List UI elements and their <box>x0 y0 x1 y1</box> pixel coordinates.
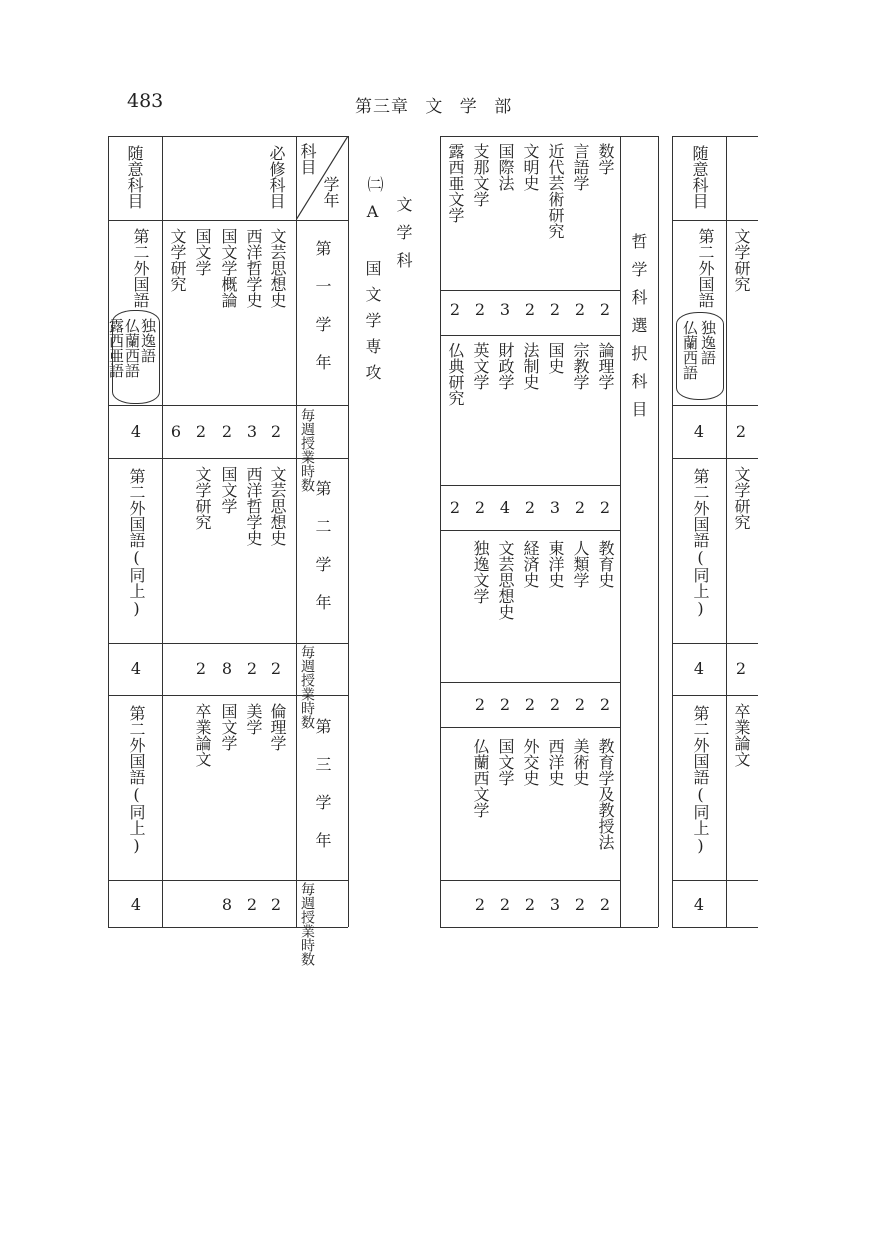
y1-hours: 6 <box>170 422 182 441</box>
phil-col4-subject: 国文学 <box>496 738 515 786</box>
phil-col1-subject: 数学 <box>596 143 615 175</box>
phil-col4-hours: 2 <box>574 895 586 914</box>
phil-col2-subject: 国史 <box>546 342 565 374</box>
y1-hours: 2 <box>195 422 207 441</box>
phil-col1-subject: 支那文学 <box>471 143 490 207</box>
right-main-subject: 文学研究 <box>732 228 751 292</box>
y2-hours: 2 <box>270 659 282 678</box>
y2-subject: 国文学 <box>219 466 238 514</box>
y3-hours: 8 <box>221 895 233 914</box>
right-elective-y1-option: 独逸語 <box>699 320 717 365</box>
phil-col3-subject: 教育史 <box>596 540 615 588</box>
phil-col2-subject: 法制史 <box>521 342 540 390</box>
phil-col3-subject: 経済史 <box>521 540 540 588</box>
phil-col1-subject: 国際法 <box>496 143 515 191</box>
phil-col2-hours: 3 <box>549 498 561 517</box>
y1-hours: 3 <box>246 422 258 441</box>
phil-col4-subject: 外交史 <box>521 738 540 786</box>
phil-col1-hours: 2 <box>524 300 536 319</box>
y1-subject: 国文学概論 <box>219 228 238 308</box>
phil-col4-subject: 仏蘭西文学 <box>471 738 490 818</box>
y1-subject: 国文学 <box>193 228 212 276</box>
section-title: 文学科 <box>394 196 413 280</box>
right-elective-y1-option: 仏蘭西語 <box>681 320 699 380</box>
phil-col3-hours: 2 <box>549 695 561 714</box>
phil-col2-hours: 2 <box>449 498 461 517</box>
phil-col1-subject: 文明史 <box>521 143 540 191</box>
header-subject-label: 科目 <box>298 143 317 175</box>
y1-subject: 西洋哲学史 <box>244 228 263 308</box>
elective-y1-option: 仏蘭西語 <box>123 318 141 378</box>
phil-col2-hours: 4 <box>499 498 511 517</box>
phil-col2-subject: 財政学 <box>496 342 515 390</box>
y2-subject: 文芸思想史 <box>268 466 287 546</box>
y2-subject: 西洋哲学史 <box>244 466 263 546</box>
phil-col1-hours: 3 <box>499 300 511 319</box>
y1-hours: 2 <box>221 422 233 441</box>
phil-col4-hours: 2 <box>499 895 511 914</box>
y3-subject: 美学 <box>244 703 263 735</box>
right-elective-y1-hours: 4 <box>693 422 705 441</box>
elective-y3-hours: 4 <box>130 895 142 914</box>
phil-col1-hours: 2 <box>549 300 561 319</box>
elective-y1-main: 第二外国語 <box>131 228 150 308</box>
right-main-subject: 文学研究 <box>732 466 751 530</box>
phil-col3-subject: 東洋史 <box>546 540 565 588</box>
phil-col4-subject: 西洋史 <box>546 738 565 786</box>
phil-col1-subject: 言語学 <box>571 143 590 191</box>
right-elective-y3-hours: 4 <box>693 895 705 914</box>
phil-col3-hours: 2 <box>574 695 586 714</box>
chapter-header: 第三章 文 学 部 <box>355 97 513 117</box>
phil-col1-subject: 近代芸術研究 <box>546 143 565 239</box>
y3-subject: 卒業論文 <box>193 703 212 767</box>
y1-subject: 文芸思想史 <box>268 228 287 308</box>
phil-col1-hours: 2 <box>449 300 461 319</box>
phil-col4-hours: 2 <box>524 895 536 914</box>
year-2-label: 第二学年 <box>313 480 332 632</box>
phil-col3-subject: 人類学 <box>571 540 590 588</box>
phil-col2-subject: 仏典研究 <box>446 342 465 406</box>
section-number: ㈡ <box>365 176 384 192</box>
hours-header-year1: 毎週授業時数 <box>299 408 315 492</box>
phil-col4-hours: 2 <box>474 895 486 914</box>
phil-col3-hours: 2 <box>599 695 611 714</box>
phil-col2-hours: 2 <box>474 498 486 517</box>
page-number: 483 <box>127 90 164 112</box>
phil-col2-hours: 2 <box>574 498 586 517</box>
phil-col4-hours: 3 <box>549 895 561 914</box>
right-elective-y1-main: 第二外国語 <box>696 228 715 308</box>
y2-hours: 2 <box>246 659 258 678</box>
elective-y2-text: 第二外国語(同上) <box>127 468 146 618</box>
phil-col3-hours: 2 <box>474 695 486 714</box>
phil-col4-subject: 教育学及教授法 <box>596 738 615 850</box>
elective-subjects-label: 随意科目 <box>125 145 144 209</box>
elective-y1-option: 露西亜語 <box>107 318 125 378</box>
y1-hours: 2 <box>270 422 282 441</box>
phil-col3-subject: 独逸文学 <box>471 540 490 604</box>
phil-col4-subject: 美術史 <box>571 738 590 786</box>
subsection-title: A 国文学専攻 <box>363 202 382 390</box>
y2-hours: 2 <box>195 659 207 678</box>
right-elective-y3-text: 第二外国語(同上) <box>691 705 710 855</box>
phil-col3-subject: 文芸思想史 <box>496 540 515 620</box>
required-subjects-label: 必修科目 <box>267 145 286 209</box>
right-main-subject: 卒業論文 <box>732 703 751 767</box>
y1-subject: 文学研究 <box>168 228 187 292</box>
phil-col4-hours: 2 <box>599 895 611 914</box>
right-elective-y2-text: 第二外国語(同上) <box>691 468 710 618</box>
right-elective-y2-hours: 4 <box>693 659 705 678</box>
phil-col1-hours: 2 <box>474 300 486 319</box>
y2-subject: 文学研究 <box>193 466 212 530</box>
hours-header-year3: 毎週授業時数 <box>299 882 315 966</box>
right-elective-label: 随意科目 <box>690 145 709 209</box>
elective-y2-hours: 4 <box>130 659 142 678</box>
phil-col2-subject: 英文学 <box>471 342 490 390</box>
phil-col2-hours: 2 <box>524 498 536 517</box>
right-main-hours: 2 <box>735 422 747 441</box>
y3-subject: 国文学 <box>219 703 238 751</box>
phil-col2-subject: 宗教学 <box>571 342 590 390</box>
year-3-label: 第三学年 <box>313 718 332 870</box>
header-year-label: 学年 <box>321 176 340 208</box>
philosophy-elective-title: 哲学科選択科目 <box>629 233 648 429</box>
y2-hours: 8 <box>221 659 233 678</box>
phil-col2-subject: 論理学 <box>596 342 615 390</box>
y3-hours: 2 <box>246 895 258 914</box>
elective-y1-option: 独逸語 <box>139 318 157 363</box>
phil-col1-hours: 2 <box>599 300 611 319</box>
phil-col2-hours: 2 <box>599 498 611 517</box>
phil-col3-hours: 2 <box>524 695 536 714</box>
hours-header-year2: 毎週授業時数 <box>299 645 315 729</box>
year-1-label: 第一学年 <box>313 240 332 392</box>
phil-col1-subject: 露西亜文学 <box>446 143 465 223</box>
elective-y1-hours: 4 <box>130 422 142 441</box>
phil-col3-hours: 2 <box>499 695 511 714</box>
elective-y3-text: 第二外国語(同上) <box>127 705 146 855</box>
right-main-hours: 2 <box>735 659 747 678</box>
y3-hours: 2 <box>270 895 282 914</box>
phil-col1-hours: 2 <box>574 300 586 319</box>
y3-subject: 倫理学 <box>268 703 287 751</box>
